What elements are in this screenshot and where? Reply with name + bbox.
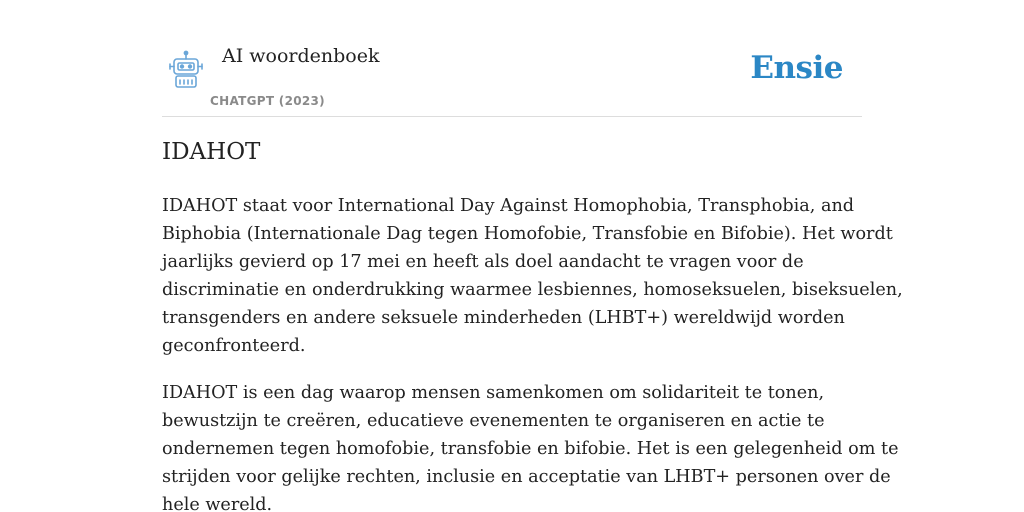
paragraph-line: IDAHOT staat voor International Day Against Homophobia, Transphobia, and	[162, 196, 855, 216]
paragraph-line: ondernemen tegen homofobie, transfobie en bifobie. Het is een gelegenheid om te	[162, 439, 899, 459]
paragraph-line: strijden voor gelijke rechten, inclusie en acceptatie van LHBT+ personen over de	[162, 467, 891, 487]
site-header	[162, 0, 862, 117]
article-paragraph-2	[162, 379, 899, 512]
paragraph-line: hele wereld.	[162, 495, 273, 512]
paragraph-line: IDAHOT is een dag waarop mensen samenkomen om solidariteit te tonen,	[162, 383, 825, 403]
paragraph-line: bewustzijn te creëren, educatieve evenementen te organiseren en actie te	[162, 411, 825, 431]
paragraph-line: Biphobia (Internationale Dag tegen Homofobie, Transfobie en Bifobie). Het wordt	[162, 224, 893, 244]
ensie-logo[interactable]: Ensie	[750, 50, 843, 86]
source-label: CHATGPT (2023)	[210, 94, 325, 108]
article-title: IDAHOT	[162, 139, 261, 165]
paragraph-line: geconfronteerd.	[162, 336, 306, 356]
site-name[interactable]: AI woordenboek	[222, 45, 380, 67]
paragraph-line: jaarlijks gevierd op 17 mei en heeft als doel aandacht te vragen voor de	[162, 252, 804, 272]
robot-icon[interactable]	[166, 50, 206, 90]
article-paragraph-1	[162, 192, 903, 360]
paragraph-line: transgenders en andere seksuele minderheden (LHBT+) wereldwijd worden	[162, 308, 845, 328]
paragraph-line: discriminatie en onderdrukking waarmee lesbiennes, homoseksuelen, biseksuelen,	[162, 280, 903, 300]
